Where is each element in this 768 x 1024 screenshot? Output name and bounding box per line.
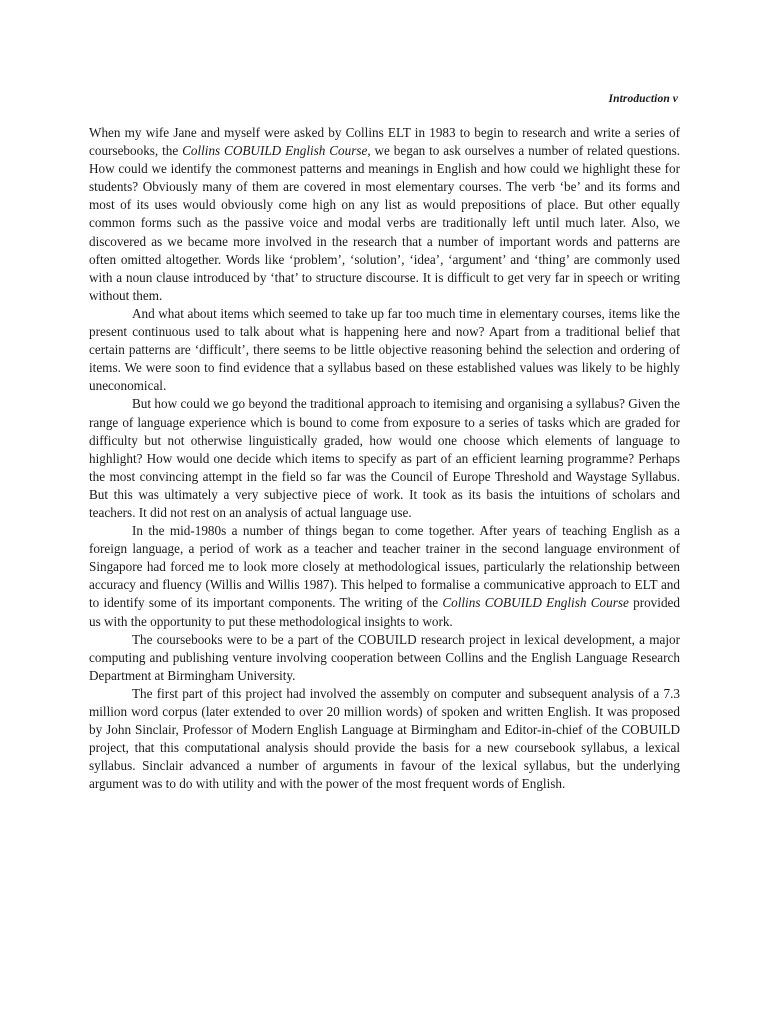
paragraph-text: , we began to ask ourselves a number of related questions. How could we identify the commonest patterns and meanings in English and how could we highlight these for students? Obviously many of them are covered in most elementary courses. The verb ‘be’ and its forms and most of its uses would obviously come high on any list as would prepositions of place. But other equally common forms such as the passive voice and modal verbs are traditionally left until much later. Also, we discovered as we became more involved in the research that a number of important words and patterns are often omitted altogether. Words like ‘problem’, ‘solution’, ‘idea’, ‘argument’ and ‘thing’ are commonly used with a noun clause introduced by ‘that’ to structure discourse. It is difficult to get very far in speech or writing without them. xyxy=(89,143,680,303)
paragraph-text: provided us with the opportunity to put these methodological insights to work. xyxy=(89,595,680,629)
running-header: Introduction v xyxy=(608,93,678,105)
paragraph xyxy=(89,395,680,522)
book-title: Collins COBUILD English Course xyxy=(442,595,629,611)
paragraph xyxy=(89,685,680,794)
paragraph-text: When my wife Jane and myself were asked by Collins ELT in 1983 to begin to research and write a series of coursebooks, the xyxy=(89,125,680,159)
paragraph-text: And what about items which seemed to take up far too much time in elementary courses, items like the present continuous used to talk about what is happening here and now? Apart from a traditional belief that certain patterns are ‘difficult’, there seems to be little objective reasoning behind the selection and ordering of items. We were soon to find evidence that a syllabus based on these established values was likely to be highly uneconomical. xyxy=(89,305,680,394)
paragraph xyxy=(89,124,680,305)
paragraph xyxy=(89,631,680,685)
paragraph-text: The first part of this project had involved the assembly on computer and subsequent analysis of a 7.3 million word corpus (later extended to over 20 million words) of spoken and written English. It was proposed by John Sinclair, Professor of Modern English Language at Birmingham and Editor-in-chief of the COBUILD project, that this computational analysis should provide the basis for a new coursebook syllabus, a lexical syllabus. Sinclair advanced a number of arguments in favour of the lexical syllabus, but the underlying argument was to do with utility and with the power of the most frequent words of English. xyxy=(89,685,680,792)
book-title: Collins COBUILD English Course xyxy=(182,143,368,159)
body-text xyxy=(89,124,680,793)
paragraph-text: The coursebooks were to be a part of the COBUILD research project in lexical development, a major computing and publishing venture involving cooperation between Collins and the English Language Research Department at Birmingham University. xyxy=(89,631,680,683)
paragraph-text: In the mid-1980s a number of things began to come together. After years of teaching English as a foreign language, a period of work as a teacher and teacher trainer in the second language environment of Singapore had forced me to look more closely at methodological issues, particularly the relationship between accuracy and fluency (Willis and Willis 1987). This helped to formalise a communicative approach to ELT and to identify some of its important components. The writing of the xyxy=(89,523,680,611)
paragraph xyxy=(89,522,680,631)
paragraph xyxy=(89,305,680,395)
paragraph-text: But how could we go beyond the traditional approach to itemising and organising a syllabus? Given the range of language experience which is bound to come from exposure to a series of tasks which are graded for difficulty but not otherwise linguistically graded, how would one choose which elements of language to highlight? How would one decide which items to specify as part of an efficient learning programme? Perhaps the most convincing attempt in the field so far was the Council of Europe Threshold and Waystage Syllabus. But this was ultimately a very subjective piece of work. It took as its basis the intuitions of scholars and teachers. It did not rest on an analysis of actual language use. xyxy=(89,396,680,520)
